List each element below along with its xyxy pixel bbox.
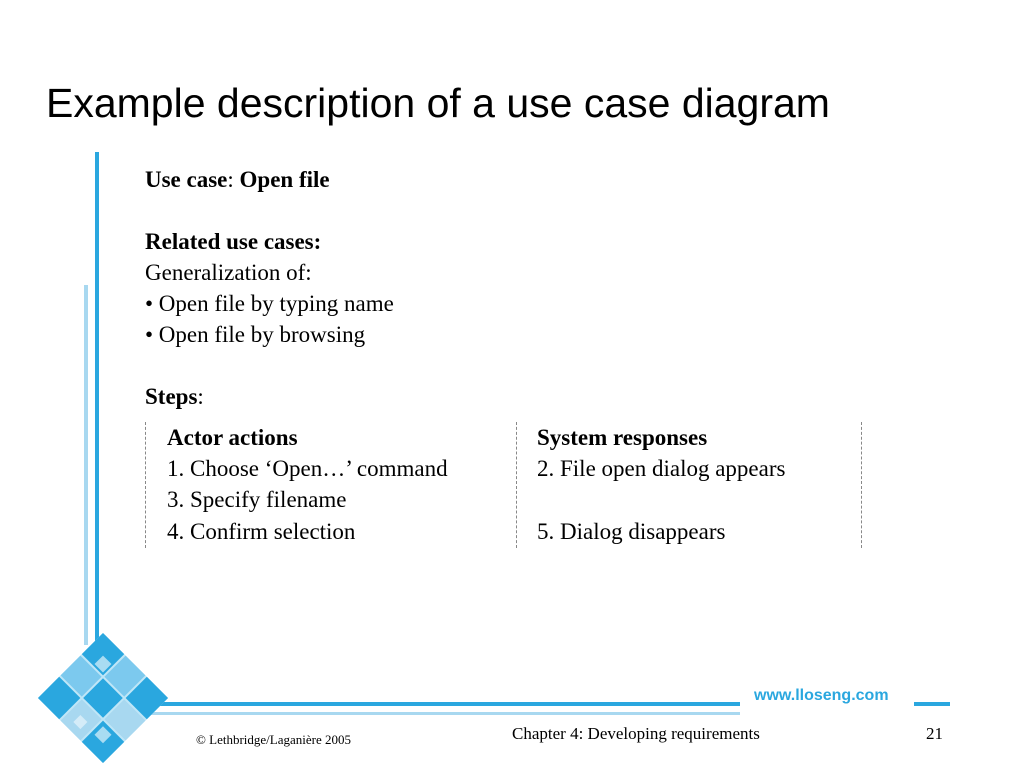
bottom-accent-bar-light — [140, 712, 740, 715]
generalization-line: Generalization of: — [145, 260, 312, 285]
actor-step: 4. Confirm selection — [167, 519, 356, 544]
use-case-description — [145, 164, 394, 412]
website-url: www.lloseng.com — [754, 687, 889, 704]
use-case-colon: : — [227, 167, 234, 192]
table-divider — [516, 422, 517, 548]
slide-title: Example description of a use case diagram — [46, 80, 830, 126]
bottom-accent-bar-right — [914, 702, 950, 706]
chapter-text: Chapter 4: Developing requirements — [512, 724, 760, 743]
actor-header-text: Actor actions — [167, 425, 298, 450]
system-header-text: System responses — [537, 425, 708, 450]
steps-heading — [145, 381, 394, 412]
bottom-accent-bar — [150, 702, 740, 706]
steps-colon: : — [197, 384, 204, 409]
left-accent-bar-light — [84, 285, 88, 645]
actor-step: 3. Specify filename — [167, 487, 347, 512]
related-heading — [145, 226, 394, 257]
system-step: 2. File open dialog appears — [537, 456, 786, 481]
column-header-system — [537, 422, 707, 453]
use-case-name: Open file — [239, 167, 330, 192]
list-item: • Open file by typing name — [145, 291, 394, 316]
page-number: 21 — [926, 724, 943, 743]
copyright-text: © Lethbridge/Laganière 2005 — [196, 732, 351, 747]
left-accent-bar — [95, 152, 99, 642]
steps-table — [145, 422, 863, 548]
actor-step: 1. Choose ‘Open…’ command — [167, 456, 448, 481]
list-item: • Open file by browsing — [145, 322, 366, 347]
table-divider — [145, 422, 146, 548]
use-case-line — [145, 164, 394, 195]
use-case-label: Use case — [145, 167, 228, 192]
steps-label: Steps — [145, 384, 198, 409]
table-divider — [861, 422, 862, 548]
system-step: 5. Dialog disappears — [537, 519, 726, 544]
diamond-logo-icon — [28, 628, 178, 768]
column-header-actor — [167, 422, 298, 453]
related-heading-text: Related use cases: — [145, 229, 322, 254]
